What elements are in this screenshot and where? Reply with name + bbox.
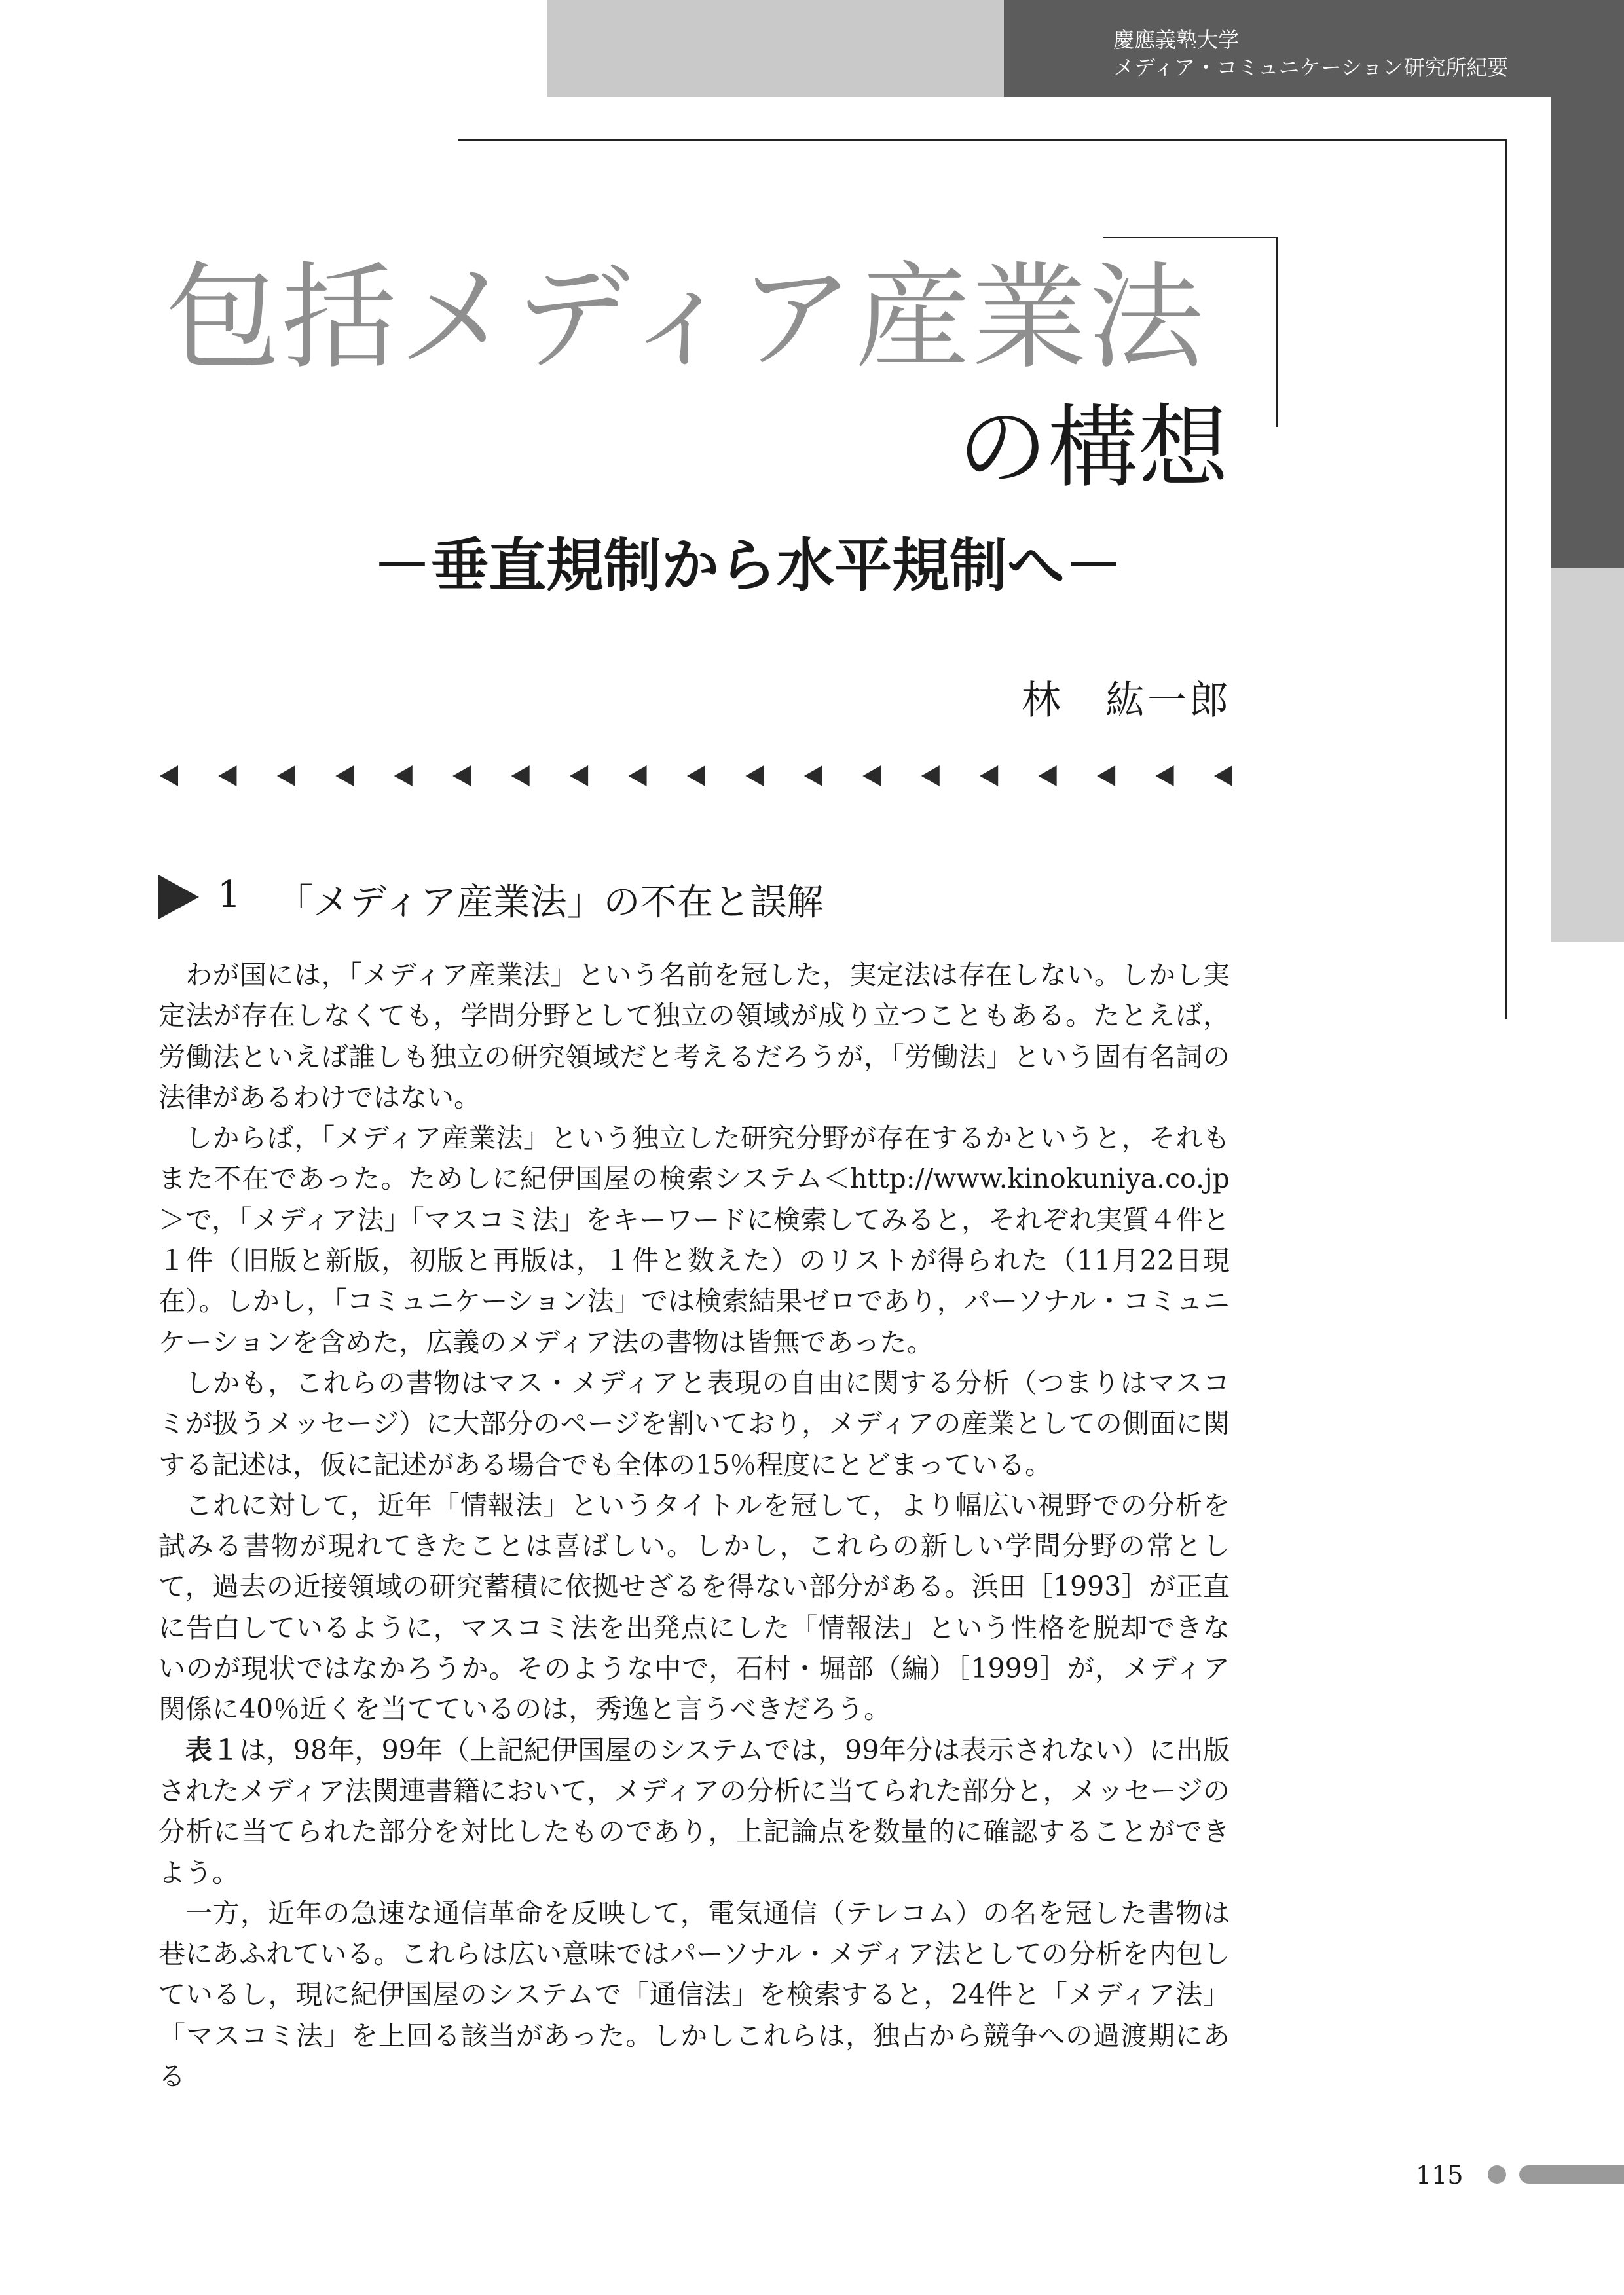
arrow-divider	[158, 763, 1232, 789]
paragraph: わが国には，「メディア産業法」という名前を冠した，実定法は存在しない。しかし実定法が存在しなくても，学問分野として独立の領域が成り立つこともある。たとえば，労働法といえば誰しも独立の研究領域だと考えるだろうが，「労働法」という固有名詞の法律があるわけではない。	[158, 959, 1230, 1113]
journal-line-2: メディア・コミュニケーション研究所紀要	[1113, 55, 1509, 80]
page-number: 115	[1416, 2161, 1464, 2190]
arrow-left-icon	[335, 765, 354, 786]
top-rule	[458, 139, 1506, 141]
table-reference: 表１	[185, 1734, 240, 1766]
paragraph: しかも，これらの書物はマス・メディアと表現の自由に関する分析（つまりはマスコミが扱うメッセージ）に大部分のページを割いており，メディアの産業としての側面に関する記述は，仮に記述がある場合でも全体の15％程度にとどまっている。	[158, 1367, 1230, 1480]
side-tab-dark	[1551, 97, 1624, 568]
arrow-left-icon	[687, 765, 705, 786]
footer-dot	[1488, 2165, 1506, 2184]
title-bracket-top	[1103, 237, 1278, 238]
paragraph: 一方，近年の急速な通信革命を反映して，電気通信（テレコム）の名を冠した書物は巷にあふれている。これらは広い意味ではパーソナル・メディア法としての分析を内包しているし，現に紀伊国屋のシステムで「通信法」を検索すると，24件と「メディア法」「マスコミ法」を上回る該当があった。しかしこれらは，独占から競争への過渡期にある	[158, 1897, 1230, 2093]
arrow-left-icon	[1156, 765, 1174, 786]
paragraph: しからば，「メディア産業法」という独立した研究分野が存在するかというと，それもまた不在であった。ためしに紀伊国屋の検索システム＜http://www.kinokuniya.co.jp＞で，「メディア法」「マスコミ法」をキーワードに検索してみると，それぞれ実質４件と１件（旧版と新版，初版と再版は，１件と数えた）のリストが得られた（11月22日現在）。しかし，「コミュニケーション法」では検索結果ゼロであり，パーソナル・コミュニケーションを含めた，広義のメディア法の書物は皆無であった。	[158, 1122, 1230, 1358]
title-bracket-side	[1276, 237, 1278, 427]
arrow-left-icon	[1039, 765, 1057, 786]
side-tab-light	[1551, 568, 1624, 942]
article-title-second: の構想	[957, 395, 1228, 500]
arrow-left-icon	[980, 765, 998, 786]
arrow-left-icon	[804, 765, 822, 786]
journal-name	[1113, 26, 1509, 81]
paragraph	[158, 1730, 1230, 1893]
arrow-left-icon	[394, 765, 413, 786]
article-title-main: 包括メディア産業法	[165, 251, 1205, 385]
arrow-left-icon	[745, 765, 764, 786]
arrow-left-icon	[862, 765, 881, 786]
arrow-left-icon	[218, 765, 236, 786]
right-rule	[1505, 139, 1507, 1019]
footer-bar	[1519, 2165, 1624, 2184]
paragraph-text: は，98年，99年（上記紀伊国屋のシステムでは，99年分は表示されない）に出版されたメディア法関連書籍において，メディアの分析に当てられた部分と，メッセージの分析に当てられた部分を対比したものであり，上記論点を数量的に確認することができよう。	[158, 1734, 1230, 1888]
arrow-left-icon	[1097, 765, 1115, 786]
section-number: 1	[217, 873, 241, 916]
arrow-left-icon	[511, 765, 530, 786]
arrow-left-icon	[160, 765, 178, 786]
arrow-left-icon	[629, 765, 647, 786]
article-subtitle: －垂直規制から水平規制へ－	[373, 532, 1123, 599]
section-triangle-icon	[158, 875, 199, 919]
arrow-left-icon	[277, 765, 295, 786]
arrow-left-icon	[570, 765, 588, 786]
header-band-light	[547, 0, 1004, 97]
arrow-left-icon	[1214, 765, 1232, 786]
body-text	[158, 955, 1230, 2097]
arrow-left-icon	[452, 765, 471, 786]
arrow-left-icon	[921, 765, 940, 786]
journal-line-1: 慶應義塾大学	[1113, 28, 1240, 52]
paragraph: これに対して，近年「情報法」というタイトルを冠して，より幅広い視野での分析を試みる書物が現れてきたことは喜ばしい。しかし，これらの新しい学問分野の常として，過去の近接領域の研究蓄積に依拠せざるを得ない部分がある。浜田［1993］が正直に告白しているように，マスコミ法を出発点にした「情報法」という性格を脱却できないのが現状ではなかろうか。そのような中で，石村・堀部（編）［1999］が，メディア関係に40％近くを当てているのは，秀逸と言うべきだろう。	[158, 1489, 1230, 1725]
section-title: 「メディア産業法」の不在と誤解	[276, 881, 824, 924]
author-name: 林 紘一郎	[1022, 678, 1231, 724]
